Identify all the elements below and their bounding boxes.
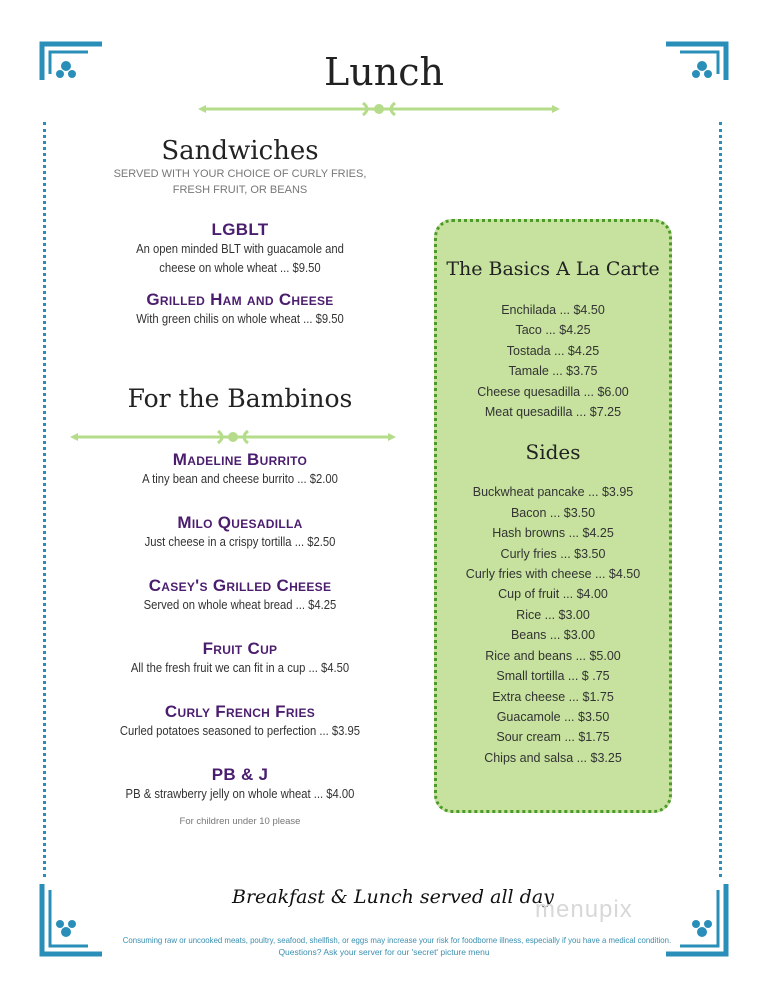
border-dotted-right	[719, 122, 722, 877]
section-title-sides: Sides	[525, 440, 581, 465]
section-subtitle: SERVED WITH YOUR CHOICE OF CURLY FRIES,	[113, 168, 367, 180]
menu-item-name: Casey's Grilled Cheese	[148, 576, 332, 595]
side-item: Curly fries with cheese ... $4.50	[465, 567, 641, 582]
carte-item: Cheese quesadilla ... $6.00	[477, 384, 629, 399]
menu-item-desc: All the fresh fruit we can fit in a cup ... $4.50	[130, 661, 350, 675]
side-item: Sour cream ... $1.75	[496, 730, 610, 745]
section-title-sandwiches: Sandwiches	[161, 136, 319, 166]
side-item: Cup of fruit ... $4.00	[498, 587, 608, 602]
side-item: Guacamole ... $3.50	[496, 709, 610, 724]
side-item: Rice and beans ... $5.00	[485, 648, 621, 663]
carte-item: Tamale ... $3.75	[508, 364, 598, 379]
disclaimer: Consuming raw or uncooked meats, poultry, seafood, shellfish, or eggs may increase your risk for foodborne illness, especially if you have a medical condition.	[122, 935, 672, 945]
side-item: Small tortilla ... $ .75	[496, 669, 610, 684]
menu-item-desc: cheese on whole wheat ... $9.50	[159, 261, 321, 275]
divider-ornament-icon	[198, 100, 560, 118]
carte-item: Taco ... $4.25	[515, 323, 591, 338]
side-item: Hash browns ... $4.25	[492, 526, 614, 541]
menu-item-name: Curly French Fries	[164, 702, 316, 721]
divider-ornament-icon	[70, 429, 396, 445]
border-dotted-left	[43, 122, 46, 877]
menu-item-name: Milo Quesadilla	[177, 513, 303, 532]
menu-item-name: Grilled Ham and Cheese	[146, 290, 334, 309]
menu-item-desc: Served on whole wheat bread ... $4.25	[143, 598, 337, 612]
menu-item-name: PB & J	[211, 765, 269, 784]
section-subtitle: FRESH FRUIT, OR BEANS	[172, 184, 308, 196]
side-item: Buckwheat pancake ... $3.95	[472, 485, 634, 500]
carte-item: Tostada ... $4.25	[506, 343, 600, 358]
menu-item-desc: Just cheese in a crispy tortilla ... $2.50	[144, 535, 336, 549]
page-title: Lunch	[324, 50, 444, 94]
side-item: Extra cheese ... $1.75	[492, 689, 614, 704]
menu-item-desc: An open minded BLT with guacamole and	[136, 242, 344, 256]
menu-item-name: LGBLT	[211, 220, 269, 239]
disclaimer-questions: Questions? Ask your server for our 'secret' picture menu	[278, 947, 490, 957]
carte-item: Meat quesadilla ... $7.25	[484, 405, 622, 420]
side-item: Curly fries ... $3.50	[500, 546, 606, 561]
a-la-carte-box	[434, 219, 672, 813]
tagline: Breakfast & Lunch served all day	[232, 886, 554, 908]
carte-item: Enchilada ... $4.50	[501, 303, 605, 317]
menu-item-name: Madeline Burrito	[172, 450, 308, 469]
section-title-bambinos: For the Bambinos	[127, 384, 353, 413]
side-item: Rice ... $3.00	[516, 607, 590, 622]
side-item: Chips and salsa ... $3.25	[484, 750, 622, 765]
section-title-a-la-carte: The Basics A La Carte	[446, 258, 660, 280]
menu-item-desc: With green chilis on whole wheat ... $9.50	[136, 312, 344, 326]
menu-item-name: Fruit Cup	[202, 639, 278, 658]
side-item: Bacon ... $3.50	[510, 505, 596, 520]
menu-item-desc: Curled potatoes seasoned to perfection ... $3.95	[119, 724, 361, 738]
menu-item-desc: A tiny bean and cheese burrito ... $2.00	[142, 472, 338, 486]
side-item: Beans ... $3.00	[510, 628, 596, 643]
menu-item-desc: PB & strawberry jelly on whole wheat ... $4.00	[125, 787, 355, 801]
bambinos-note: For children under 10 please	[179, 816, 301, 827]
watermark: menupix	[535, 896, 633, 923]
